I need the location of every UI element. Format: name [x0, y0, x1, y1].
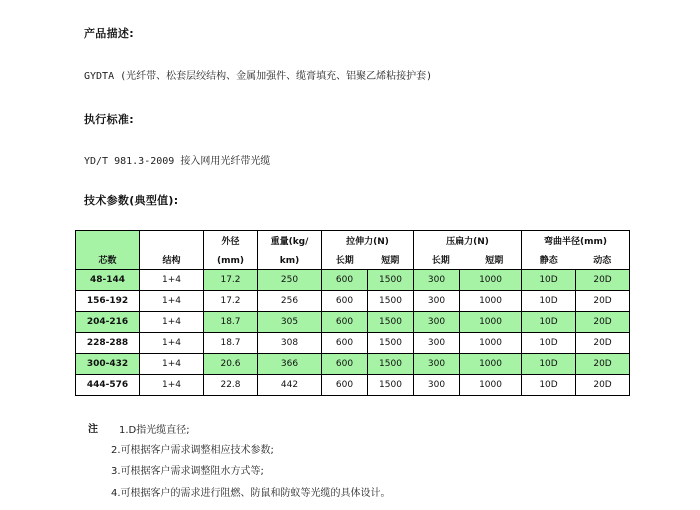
standard-text: YD/T 981.3-2009 接入网用光纤带光缆 — [84, 156, 271, 167]
table-row: 444-576 1+4 22.8 442 600 1500 300 1000 10D 20D — [76, 375, 630, 396]
note-item-4: 4.可根据客户的需求进行阻燃、防鼠和防蚁等光缆的具体设计。 — [111, 488, 391, 499]
note-item-2: 2.可根据客户需求调整相应技术参数; — [111, 445, 274, 456]
header-bend-radius: 弯曲半径(mm) 静态 动态 — [522, 231, 630, 270]
notes-label: 注 — [88, 424, 98, 435]
table-header-row — [76, 231, 630, 270]
table-row: 48-144 1+4 17.2 250 600 1500 300 1000 10D 20D — [76, 270, 630, 291]
spec-table — [75, 230, 630, 396]
header-outer-diameter: 外径 (mm) — [204, 231, 258, 270]
params-title: 技术参数(典型值): — [84, 194, 179, 207]
header-weight: 重量(kg/ km) — [258, 231, 322, 270]
table-row: 204-216 1+4 18.7 305 600 1500 300 1000 10D 20D — [76, 312, 630, 333]
header-crush: 压扁力(N) 长期 短期 — [414, 231, 522, 270]
note-item-1: 1.D指光缆直径; — [119, 425, 190, 436]
header-core: 芯数 — [76, 231, 140, 270]
note-item-3: 3.可根据客户需求调整阻水方式等; — [111, 466, 264, 477]
table-row: 156-192 1+4 17.2 256 600 1500 300 1000 10D 20D — [76, 291, 630, 312]
header-structure: 结构 — [140, 231, 204, 270]
table-row: 300-432 1+4 20.6 366 600 1500 300 1000 10D 20D — [76, 354, 630, 375]
product-description-text: GYDTA (光纤带、松套层绞结构、金属加强件、缆膏填充、铝聚乙烯粘接护套) — [84, 71, 433, 82]
header-tensile: 拉伸力(N) 长期 短期 — [322, 231, 414, 270]
standard-title: 执行标准: — [84, 113, 134, 126]
table-row: 228-288 1+4 18.7 308 600 1500 300 1000 10D 20D — [76, 333, 630, 354]
product-description-title: 产品描述: — [84, 27, 134, 40]
